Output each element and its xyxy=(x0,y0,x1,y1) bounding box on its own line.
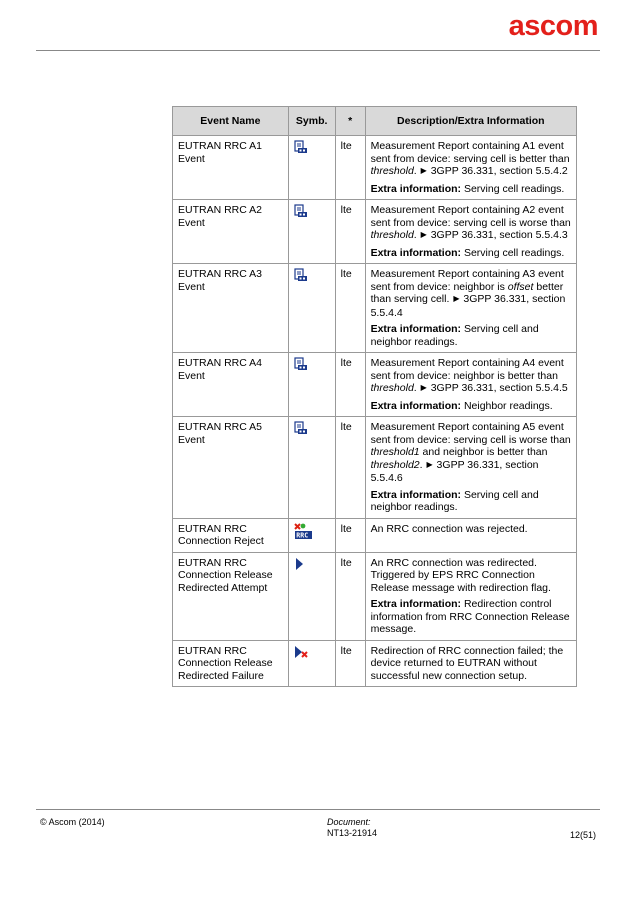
reference-arrow-icon: ▶ xyxy=(453,294,460,303)
event-symbol xyxy=(288,552,335,640)
document-label: Document: xyxy=(327,817,371,827)
event-symbol xyxy=(288,417,335,519)
description-text: Measurement Report containing A1 event sent from device: serving cell is better than threshold. ▶ 3GPP 36.331, section 5.5.4.2 xyxy=(370,140,570,177)
reference-arrow-icon: ▶ xyxy=(420,383,427,392)
technology: lte xyxy=(335,136,365,200)
ascom-logo: ascom xyxy=(508,10,598,42)
extra-information: Extra information: Neighbor readings. xyxy=(370,399,553,412)
event-description xyxy=(365,552,576,640)
header-description: Description/Extra Information xyxy=(365,107,576,136)
table-row xyxy=(173,417,577,519)
event-symbol xyxy=(288,353,335,417)
measurement-report-icon xyxy=(294,421,308,439)
table-row xyxy=(173,518,577,552)
header-symbol: Symb. xyxy=(288,107,335,136)
technology: lte xyxy=(335,264,365,353)
header-event-name: Event Name xyxy=(173,107,289,136)
event-name: EUTRAN RRC A2 Event xyxy=(173,200,289,264)
extra-information: Extra information: Serving cell and neighbor readings. xyxy=(370,488,539,513)
reference-arrow-icon: ▶ xyxy=(420,166,427,175)
document-info xyxy=(327,817,377,839)
technology: lte xyxy=(335,200,365,264)
event-symbol xyxy=(288,264,335,353)
technology: lte xyxy=(335,552,365,640)
description-text: An RRC connection was redirected. Triggered by EPS RRC Connection Release message with redirection flag. xyxy=(370,556,551,594)
extra-information: Extra information: Serving cell readings. xyxy=(370,246,565,259)
document-number: NT13-21914 xyxy=(327,828,378,838)
header-divider xyxy=(36,50,600,51)
event-name: EUTRAN RRC Connection Release Redirected Failure xyxy=(173,640,289,687)
event-description xyxy=(365,640,576,687)
svg-text:RRC: RRC xyxy=(296,531,308,540)
description-text: Measurement Report containing A2 event sent from device: serving cell is worse than threshold. ▶ 3GPP 36.331, section 5.5.4.3 xyxy=(370,204,571,241)
measurement-report-icon xyxy=(294,268,308,286)
redirect-failure-icon xyxy=(294,645,309,664)
event-symbol xyxy=(288,200,335,264)
table-row xyxy=(173,552,577,640)
reference-arrow-icon: ▶ xyxy=(426,459,433,469)
table-row xyxy=(173,640,577,687)
measurement-report-icon xyxy=(294,140,308,158)
reference-arrow-icon: ▶ xyxy=(420,230,427,239)
measurement-report-icon xyxy=(294,204,308,222)
footer-divider xyxy=(36,809,600,810)
extra-information: Extra information: Redirection control information from RRC Connection Release message. xyxy=(370,598,570,635)
table-header-row xyxy=(173,107,577,136)
table-row xyxy=(173,264,577,353)
extra-information: Extra information: Serving cell and neighbor readings. xyxy=(370,323,539,348)
event-table xyxy=(172,106,577,687)
extra-information: Extra information: Serving cell readings. xyxy=(370,182,565,195)
header-star: * xyxy=(335,107,365,136)
table-row xyxy=(173,136,577,200)
event-name: EUTRAN RRC A3 Event xyxy=(173,264,289,353)
table-row xyxy=(173,200,577,264)
event-name: EUTRAN RRC A5 Event xyxy=(173,417,289,519)
redirect-attempt-icon xyxy=(294,557,306,575)
event-name: EUTRAN RRC Connection Release Redirected Attempt xyxy=(173,552,289,640)
event-symbol xyxy=(288,640,335,687)
technology: lte xyxy=(335,417,365,519)
description-text: Measurement Report containing A4 event sent from device: neighbor is better than threshold. ▶ 3GPP 36.331, section 5.5.4.5 xyxy=(370,357,568,394)
page-number: 12(51) xyxy=(569,830,596,840)
technology: lte xyxy=(335,640,365,687)
description-text: Measurement Report containing A3 event sent from device: neighbor is offset better than serving cell. ▶ 3GPP 36.331, section 5.5.4.4 xyxy=(370,268,566,319)
description-text: Measurement Report containing A5 event sent from device: serving cell is worse than threshold1 and neighbor is better than threshold2. ▶ 3GPP 36.331, section 5.5.4.6 xyxy=(370,421,571,484)
event-symbol xyxy=(288,136,335,200)
description-text: Redirection of RRC connection failed; the device returned to EUTRAN without successful new connection setup. xyxy=(370,644,564,682)
event-symbol xyxy=(288,518,335,552)
event-description xyxy=(365,264,576,353)
event-description xyxy=(365,200,576,264)
event-description xyxy=(365,136,576,200)
event-name: EUTRAN RRC A4 Event xyxy=(173,353,289,417)
event-description xyxy=(365,518,576,552)
event-name: EUTRAN RRC A1 Event xyxy=(173,136,289,200)
technology: lte xyxy=(335,353,365,417)
copyright: © Ascom (2014) xyxy=(40,817,105,827)
table-row xyxy=(173,353,577,417)
event-name: EUTRAN RRC Connection Reject xyxy=(173,518,289,552)
description-text: An RRC connection was rejected. xyxy=(370,522,528,535)
technology: lte xyxy=(335,518,365,552)
rrc-reject-icon xyxy=(294,523,313,544)
event-description xyxy=(365,417,576,519)
measurement-report-icon xyxy=(294,357,308,375)
event-description xyxy=(365,353,576,417)
